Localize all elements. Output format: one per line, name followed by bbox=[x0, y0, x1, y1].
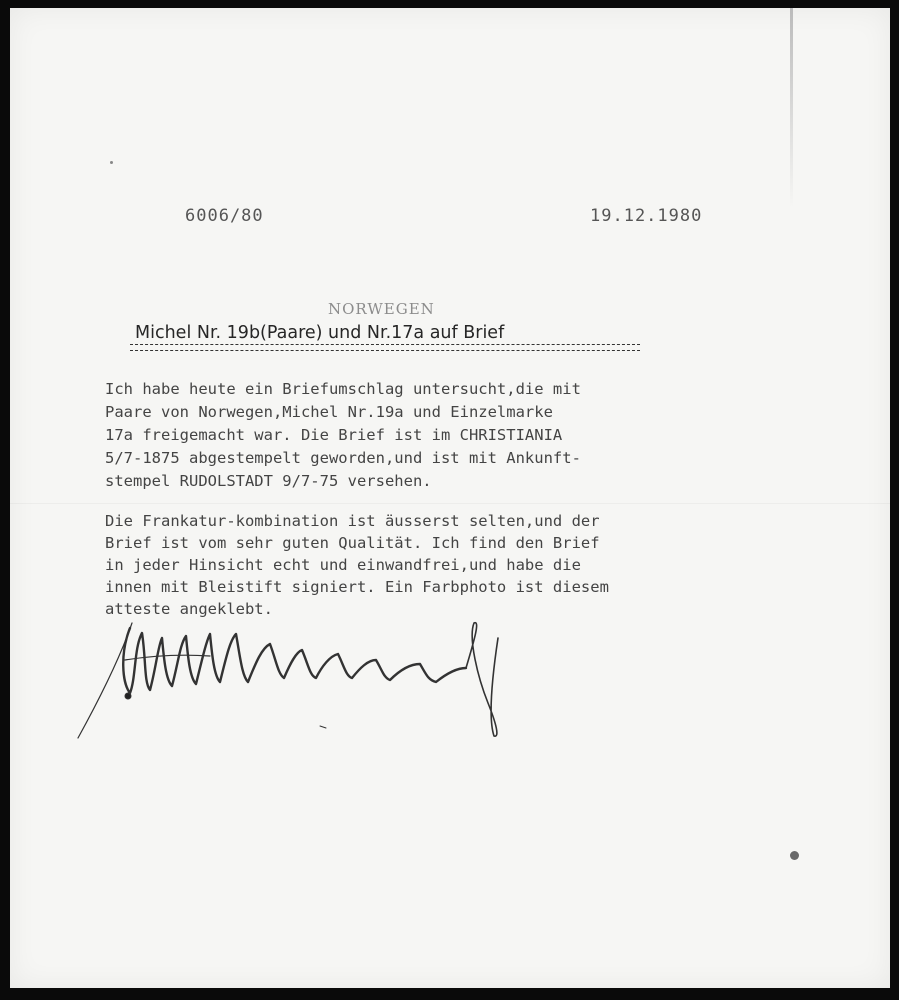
text-line: Ich habe heute ein Briefumschlag untersucht,die mit bbox=[105, 380, 581, 398]
text-line: Paare von Norwegen,Michel Nr.19a und Einzelmarke bbox=[105, 403, 553, 421]
edge-mark bbox=[790, 8, 793, 208]
text-line: in jeder Hinsicht echt und einwandfrei,und habe die bbox=[105, 556, 581, 574]
text-line: Brief ist vom sehr guten Qualität. Ich find den Brief bbox=[105, 534, 600, 552]
fold-line bbox=[10, 503, 890, 504]
reference-number: 6006/80 bbox=[185, 206, 264, 226]
document-date: 19.12.1980 bbox=[590, 206, 703, 226]
ink-speck bbox=[790, 851, 799, 860]
document-sheet bbox=[10, 8, 890, 988]
text-line: atteste angeklebt. bbox=[105, 600, 273, 618]
text-line: 5/7-1875 abgestempelt geworden,und ist mit Ankunft- bbox=[105, 449, 581, 467]
country-stamp: NORWEGEN bbox=[328, 300, 435, 318]
subject-line: Michel Nr. 19b(Paare) und Nr.17a auf Brief bbox=[135, 323, 505, 343]
text-line: Die Frankatur-kombination ist äusserst selten,und der bbox=[105, 512, 600, 530]
text-line: innen mit Bleistift signiert. Ein Farbphoto ist diesem bbox=[105, 578, 609, 596]
subject-underline bbox=[130, 344, 640, 351]
text-line: 17a freigemacht war. Die Brief ist im CHRISTIANIA bbox=[105, 426, 563, 444]
text-line: stempel RUDOLSTADT 9/7-75 versehen. bbox=[105, 472, 432, 490]
signature-icon bbox=[70, 598, 530, 748]
paper-speck bbox=[110, 161, 113, 164]
paragraph-1 bbox=[105, 378, 581, 493]
